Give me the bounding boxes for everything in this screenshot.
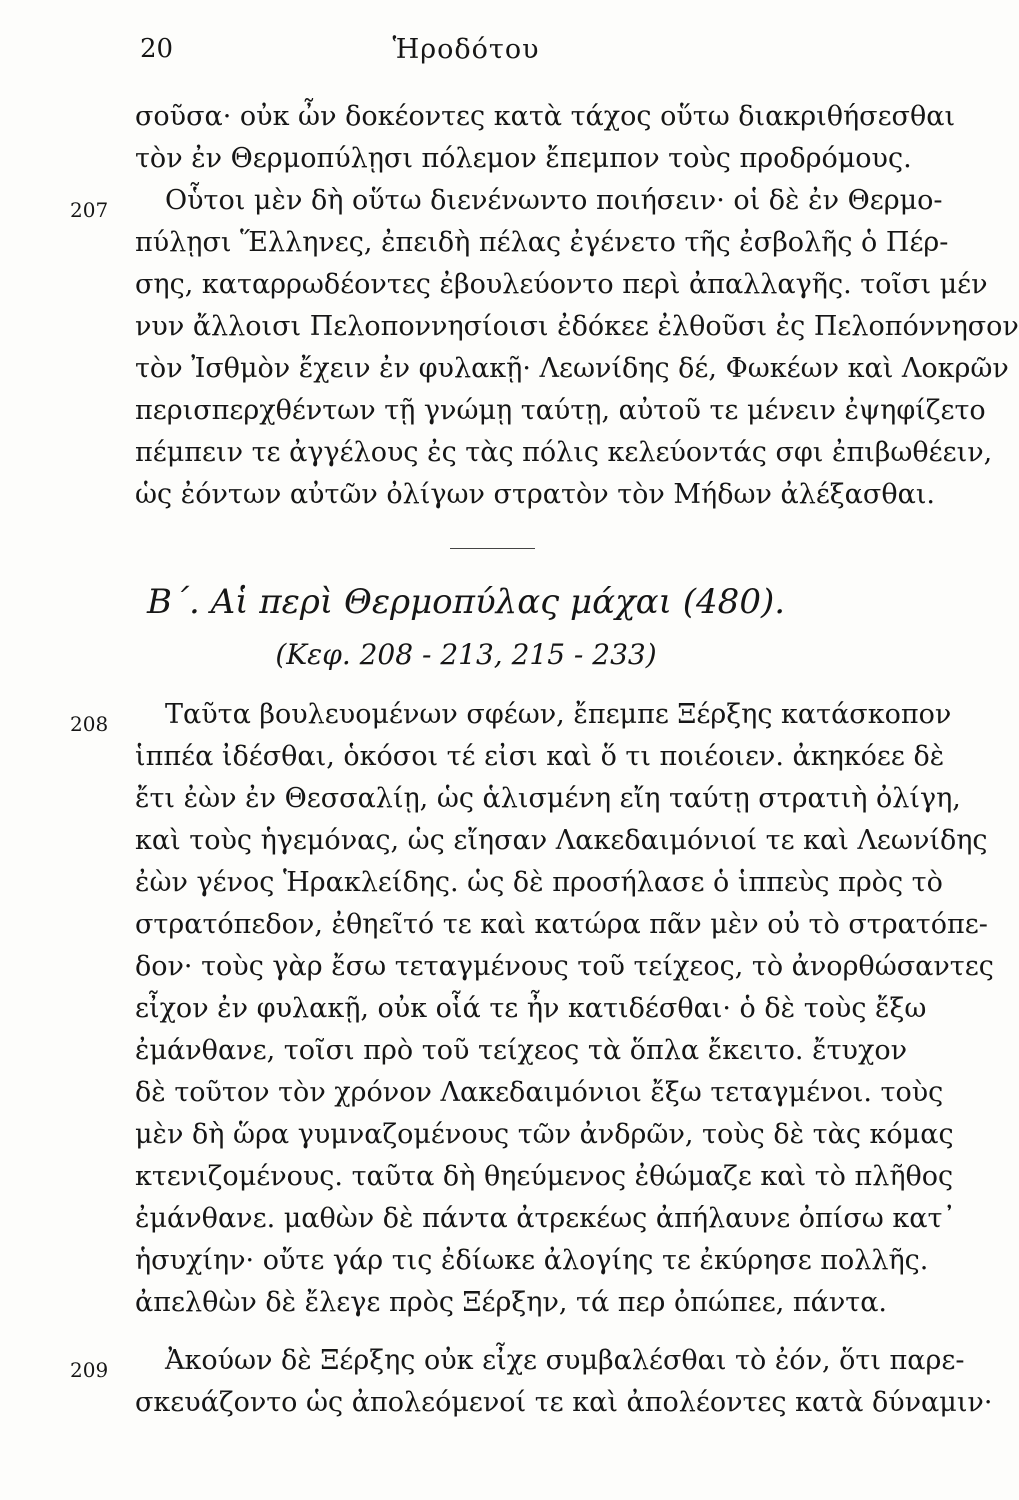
text-line: πύλῃσι Ἕλληνες, ἐπειδὴ πέλας ἐγένετο τῆς ἐσβολῆς ὁ Πέρ- (135, 227, 949, 258)
text-line: Ἀκούων δὲ Ξέρξης οὐκ εἶχε συμβαλέσθαι τὸ ἐόν, ὅτι παρε- (165, 1345, 965, 1376)
text-line: ἱππέα ἰδέσθαι, ὁκόσοι τέ εἰσι καὶ ὅ τι ποιέοιεν. ἀκηκόεε δὲ (135, 741, 945, 772)
text-line: τὸν ἐν Θερμοπύλῃσι πόλεμον ἔπεμπον τοὺς προδρόμους. (135, 143, 912, 174)
text-line: ἐὼν γένος Ἡρακλείδης. ὡς δὲ προσήλασε ὁ ἱππεὺς πρὸς τὸ (135, 867, 943, 898)
paragraph-209 (135, 1340, 993, 1424)
text-line: πέμπειν τε ἀγγέλους ἐς τὰς πόλις κελεύοντάς σφι ἐπιβωθέειν, (135, 437, 993, 468)
paragraph-207 (135, 180, 1019, 516)
text-line: ὡς ἐόντων αὐτῶν ὀλίγων στρατὸν τὸν Μήδων ἀλέξασθαι. (135, 479, 935, 510)
text-line: περισπερχθέντων τῇ γνώμῃ ταύτῃ, αὐτοῦ τε μένειν ἐψηφίζετο (135, 395, 986, 426)
text-line: νυν ἄλλοισι Πελοποννησίοισι ἐδόκεε ἐλθοῦσι ἐς Πελοπόννησον (135, 311, 1019, 342)
text-line: καὶ τοὺς ἡγεμόνας, ὡς εἴησαν Λακεδαιμόνιοί τε καὶ Λεωνίδης (135, 825, 988, 856)
text-line: ἡσυχίην· οὔτε γάρ τις ἐδίωκε ἀλογίης τε ἐκύρησε πολλῆς. (135, 1245, 929, 1276)
text-line: δὲ τοῦτον τὸν χρόνον Λακεδαιμόνιοι ἔξω τεταγμένοι. τοὺς (135, 1077, 944, 1108)
section-number-209: 209 (70, 1358, 109, 1382)
text-line: κτενιζομένους. ταῦτα δὴ θηεύμενος ἐθώμαζε καὶ τὸ πλῆθος (135, 1161, 954, 1192)
text-line: ἐμάνθανε, τοῖσι πρὸ τοῦ τείχεος τὰ ὅπλα ἔκειτο. ἔτυχον (135, 1035, 907, 1066)
text-line: ἐμάνθανε. μαθὼν δὲ πάντα ἀτρεκέως ἀπήλαυνε ὀπίσω κατ᾽ (135, 1203, 956, 1234)
text-line: σκευάζοντο ὡς ἀπολεόμενοί τε καὶ ἀπολέοντες κατὰ δύναμιν· (135, 1387, 993, 1418)
section-divider (450, 548, 535, 549)
section-subheading: (Κεφ. 208 - 213, 215 - 233) (275, 638, 657, 671)
page-header (0, 34, 932, 74)
text-line: σοῦσα· οὐκ ὦν δοκέοντες κατὰ τάχος οὕτω διακριθήσεσθαι (135, 101, 956, 132)
text-line: Ταῦτα βουλευομένων σφέων, ἔπεμπε Ξέρξης κατάσκοπον (165, 699, 952, 730)
text-line: στρατόπεδον, ἐθηεῖτό τε καὶ κατώρα πᾶν μὲν οὐ τὸ στρατόπε- (135, 909, 988, 940)
text-line: ἔτι ἐὼν ἐν Θεσσαλίῃ, ὡς ἁλισμένη εἴη ταύτῃ στρατιὴ ὀλίγη, (135, 783, 961, 814)
section-number-208: 208 (70, 712, 109, 736)
paragraph-206-continuation (135, 96, 956, 180)
paragraph-208 (135, 694, 994, 1324)
text-line: ἀπελθὼν δὲ ἔλεγε πρὸς Ξέρξην, τά περ ὀπώπεε, πάντα. (135, 1287, 888, 1318)
text-line: μὲν δὴ ὥρα γυμναζομένους τῶν ἀνδρῶν, τοὺς δὲ τὰς κόμας (135, 1119, 954, 1150)
section-heading: Β΄. Αἱ περὶ Θερμοπύλας μάχαι (480). (146, 582, 786, 622)
page-number: 20 (140, 34, 174, 64)
running-head: Ἡροδότου (392, 34, 540, 65)
text-line: Οὗτοι μὲν δὴ οὕτω διενένωντο ποιήσειν· οἱ δὲ ἐν Θερμο- (165, 185, 943, 216)
text-line: τὸν Ἰσθμὸν ἔχειν ἐν φυλακῇ· Λεωνίδης δέ, Φωκέων καὶ Λοκρῶν (135, 353, 1009, 384)
text-line: δον· τοὺς γὰρ ἔσω τεταγμένους τοῦ τείχεος, τὸ ἀνορθώσαντες (135, 951, 994, 982)
text-line: σης, καταρρωδέοντες ἐβουλεύοντο περὶ ἀπαλλαγῆς. τοῖσι μέν (135, 269, 988, 300)
section-number-207: 207 (70, 198, 109, 222)
text-line: εἶχον ἐν φυλακῇ, οὐκ οἷά τε ἦν κατιδέσθαι· ὁ δὲ τοὺς ἔξω (135, 993, 927, 1024)
